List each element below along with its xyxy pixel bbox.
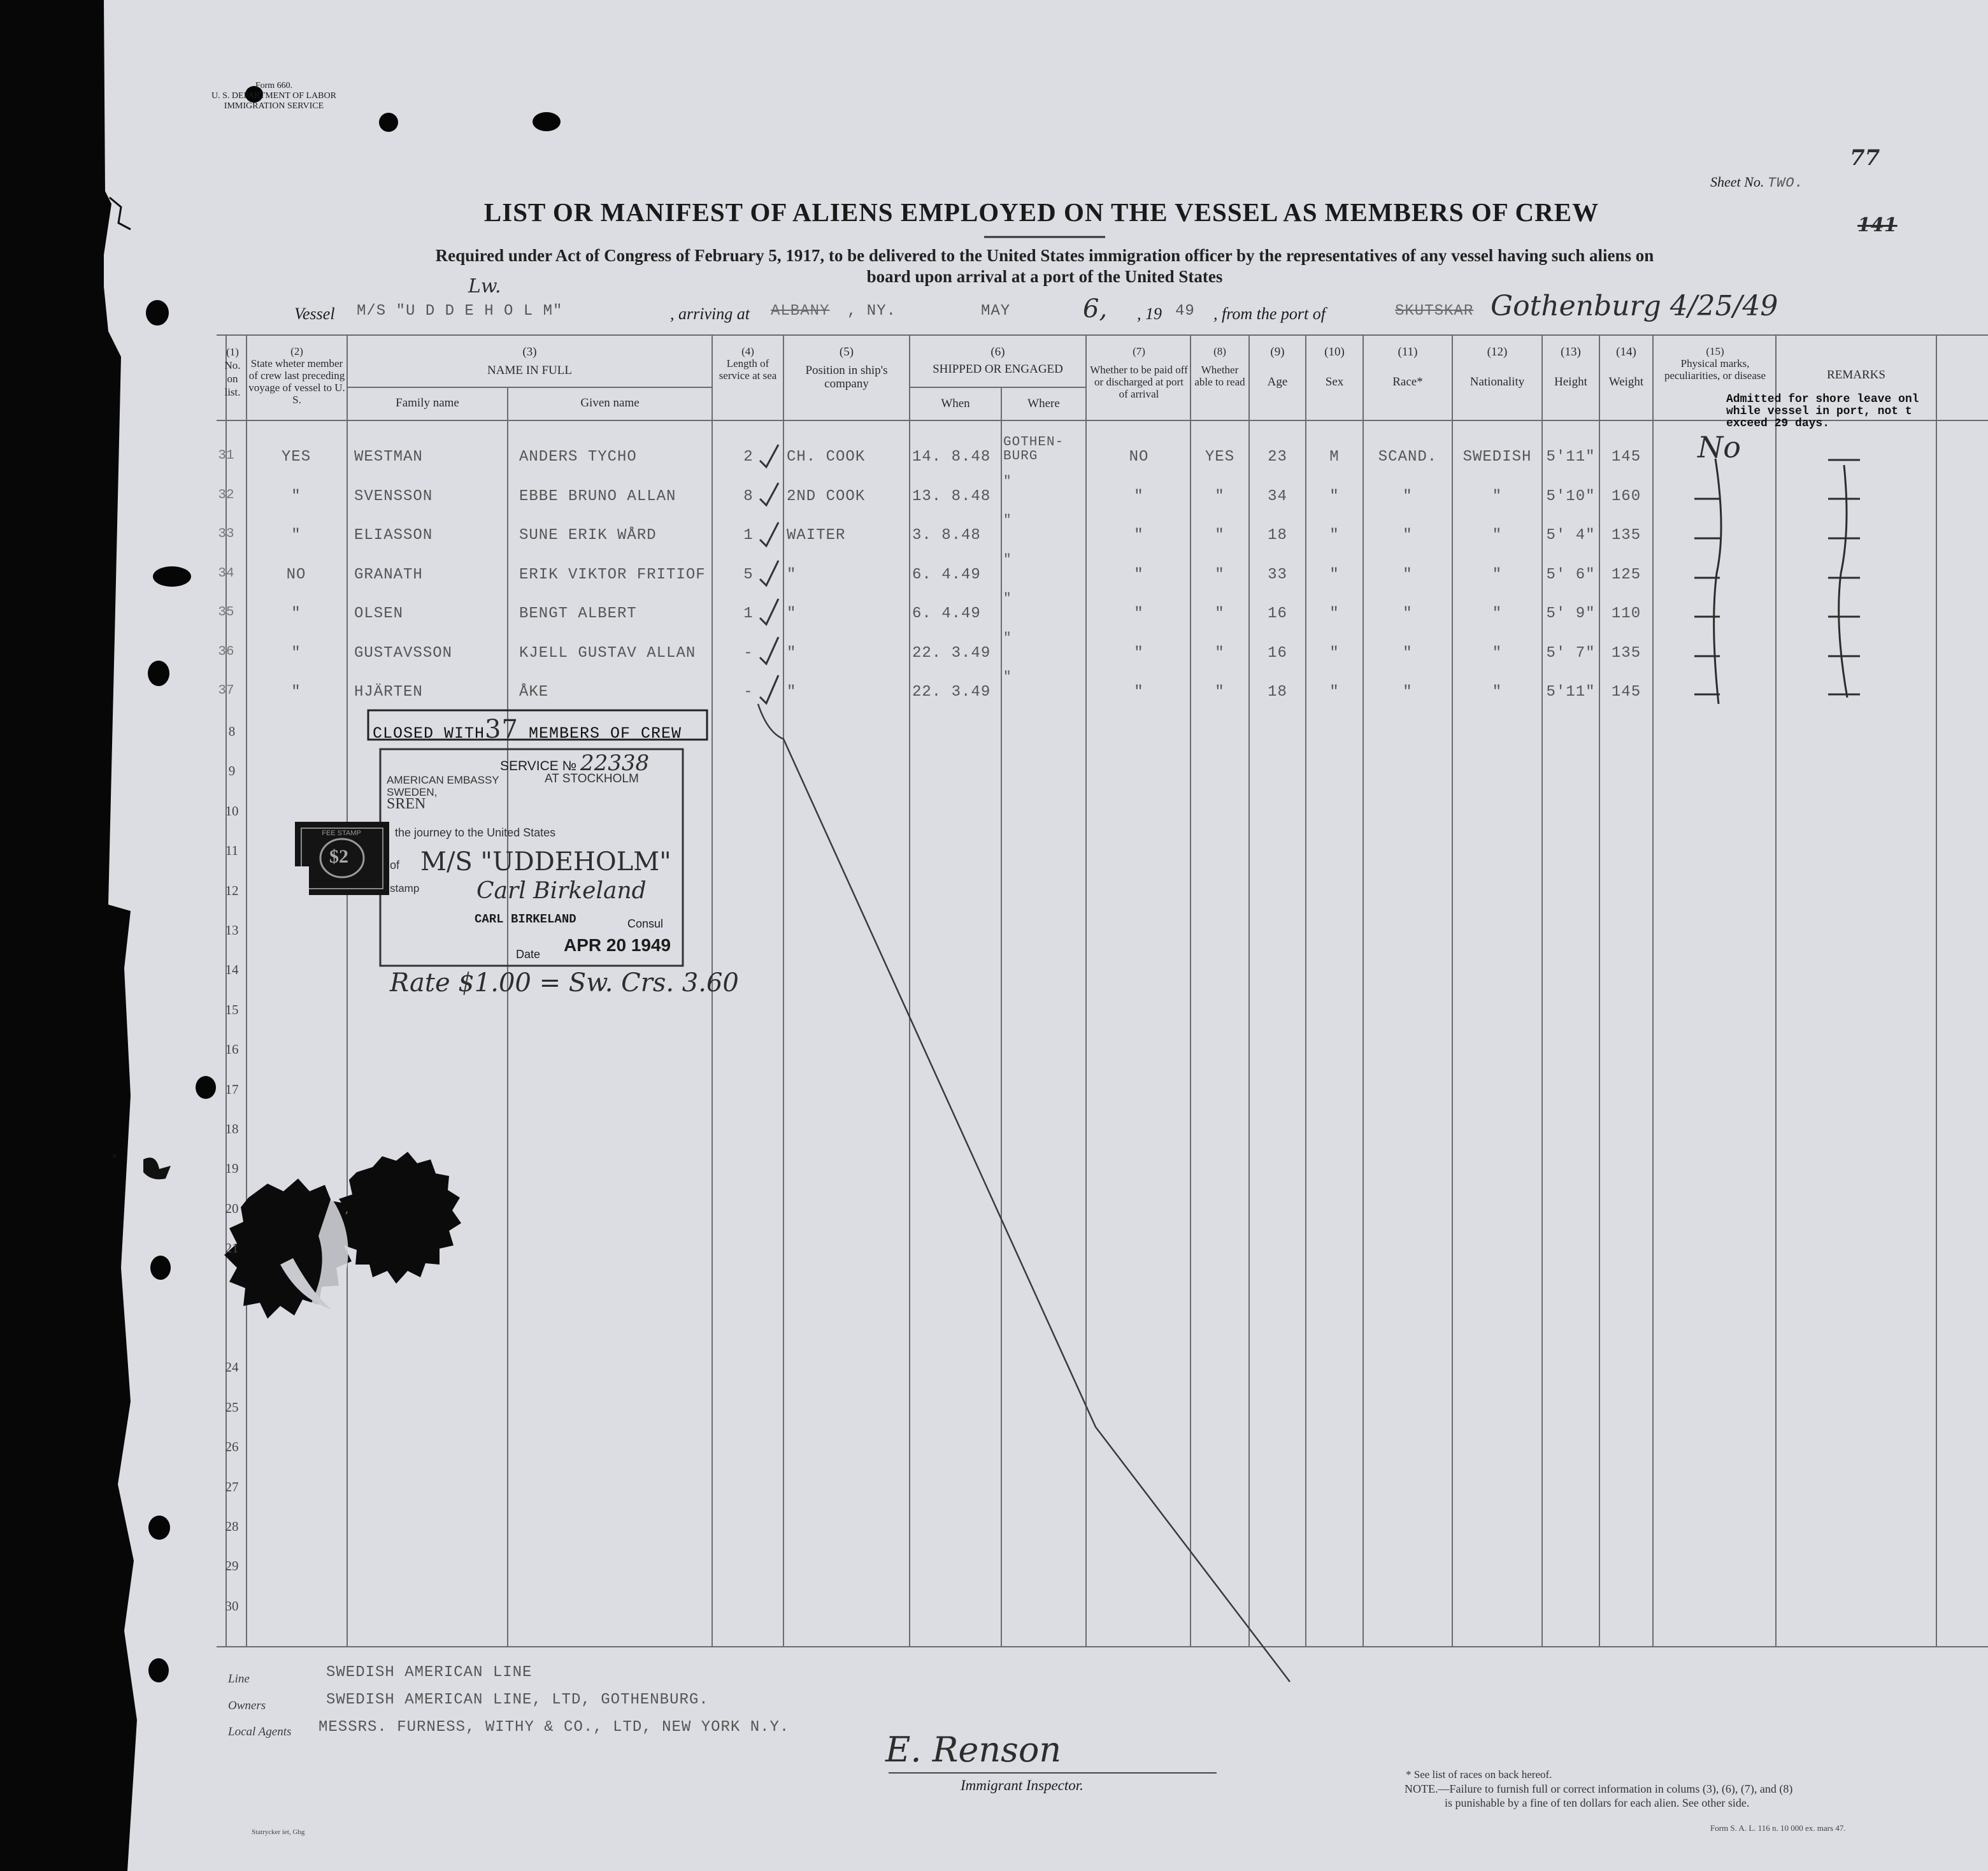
where-header: Where [1027, 397, 1060, 410]
cell-previous-crew: YES [281, 448, 311, 466]
consul-signature: Carl Birkeland [476, 878, 647, 904]
col-3-num: (3) [522, 345, 537, 359]
col-9-num: (9) [1270, 345, 1285, 359]
ditto-lines [1694, 459, 1860, 704]
cell-when-shipped: 13. 8.48 [912, 487, 991, 505]
owners-value: SWEDISH AMERICAN LINE, LTD, GOTHENBURG. [326, 1691, 709, 1709]
col-5-num: (5) [839, 345, 854, 359]
cell-previous-crew: " [291, 487, 301, 505]
remarks-stamp-line-3: exceed 29 days. [1726, 417, 1830, 430]
line-label: Line [228, 1672, 250, 1686]
journey-text: the journey to the United States [395, 826, 556, 839]
col-9-header [1249, 345, 1306, 389]
arriving-label: , arriving at [670, 305, 750, 323]
cell-when-shipped: 3. 8.48 [912, 527, 981, 544]
cell-sex: " [1329, 684, 1340, 701]
col-5-header [785, 345, 908, 391]
blank-row-number: 27 [225, 1479, 239, 1495]
col-4-num: (4) [741, 345, 754, 357]
blank-row-number: 21 [225, 1240, 239, 1256]
col-8-header [1192, 345, 1248, 388]
arriving-port: , NY. [847, 303, 897, 320]
check-marks [760, 445, 778, 703]
cell-paid-off: " [1134, 487, 1144, 505]
cell-length-of-service: 1 [743, 527, 754, 544]
cell-weight: 135 [1611, 527, 1641, 544]
year-prefix: , 19 [1137, 305, 1162, 323]
cell-given-name: KJELL GUSTAV ALLAN [519, 644, 696, 662]
stamp-vessel-hand: M/S "UDDEHOLM" [420, 847, 671, 877]
service-label: SERVICE № [500, 759, 577, 773]
arrival-day: 6, [1083, 294, 1108, 324]
cell-previous-crew: " [291, 527, 301, 544]
sheet-number [1710, 174, 1804, 191]
vessel-label: Vessel [294, 305, 335, 323]
of-label: of [390, 859, 400, 871]
cell-weight: 135 [1611, 644, 1641, 662]
embassy-name: AMERICAN EMBASSY [387, 774, 499, 786]
when-header: When [941, 397, 970, 410]
cell-position: 2ND COOK [787, 487, 866, 505]
cell-position: WAITER [787, 527, 846, 544]
cell-race: SCAND. [1378, 448, 1438, 466]
line-value: SWEDISH AMERICAN LINE [326, 1664, 533, 1681]
col-2-num: (2) [290, 345, 303, 357]
blank-row-number: 28 [225, 1519, 239, 1534]
cell-height: 5' 7" [1546, 644, 1596, 662]
sheet-value: TWO. [1767, 175, 1804, 191]
inspector-label: Immigrant Inspector. [961, 1777, 1083, 1793]
col-13-label: Height [1554, 375, 1587, 389]
col-12-header [1452, 345, 1542, 389]
remarks-header: REMARKS [1827, 368, 1885, 382]
cell-position: " [787, 644, 797, 662]
col-7-num: (7) [1133, 345, 1145, 357]
cell-able-to-read: " [1215, 684, 1225, 701]
stamp-label: stamp [390, 882, 420, 894]
cell-length-of-service: 5 [743, 566, 754, 584]
col-2-label: State wheter member of crew last preceding voyage of vessel to U. S. [248, 357, 345, 406]
blank-row-number: 8 [228, 724, 236, 739]
blank-row-number: 13 [225, 922, 239, 938]
form-number: Form 660. [255, 81, 293, 90]
col-15-num: (15) [1706, 345, 1724, 357]
cell-when-shipped: 14. 8.48 [912, 448, 991, 466]
cell-family-name: WESTMAN [354, 448, 423, 466]
col-12-num: (12) [1487, 345, 1508, 359]
embassy-country: SWEDEN, [387, 786, 438, 798]
cell-where-shipped: " [1003, 552, 1012, 568]
col-6-header [910, 345, 1086, 376]
cell-given-name: SUNE ERIK WÅRD [519, 527, 657, 544]
cell-age: 16 [1268, 644, 1287, 662]
cell-able-to-read: " [1215, 566, 1225, 584]
cell-weight: 110 [1611, 605, 1641, 622]
col-4-label: Length of service at sea [719, 357, 777, 382]
cell-previous-crew: " [291, 644, 301, 662]
cell-given-name: EBBE BRUNO ALLAN [519, 487, 676, 505]
col-2-header [248, 345, 345, 406]
embassy-block [387, 774, 499, 810]
blank-row-number: 9 [228, 763, 236, 779]
consul-title: Consul [627, 917, 664, 930]
row-number: 37 [218, 684, 234, 698]
embassy-partial: SREN [387, 796, 426, 812]
closed-stamp-suffix: MEMBERS OF CREW [528, 724, 682, 743]
cell-weight: 145 [1611, 684, 1641, 701]
cell-family-name: GRANATH [354, 566, 423, 584]
cell-paid-off: NO [1129, 448, 1149, 466]
embossed-seal [224, 1152, 461, 1325]
cell-given-name: ERIK VIKTOR FRITIOF [519, 566, 706, 584]
blank-row-number: 16 [225, 1042, 239, 1057]
cell-length-of-service: 2 [743, 448, 754, 466]
form-code: Form S. A. L. 116 n. 10 000 ex. mars 47. [1710, 1823, 1846, 1833]
cell-weight: 160 [1611, 487, 1641, 505]
col-6-label: SHIPPED OR ENGAGED [933, 362, 1063, 376]
blank-row-number: 19 [225, 1161, 239, 1177]
arriving-struck: ALBANY [771, 303, 830, 320]
blank-row-number: 11 [225, 843, 239, 859]
col-15-header [1656, 345, 1774, 382]
cell-race: " [1403, 487, 1413, 505]
col-11-num: (11) [1398, 345, 1418, 359]
col-1-label: No. on list. [224, 359, 241, 398]
owners-label: Owners [228, 1699, 266, 1712]
cell-family-name: GUSTAVSSON [354, 644, 453, 662]
binder-edge [0, 0, 137, 1871]
closed-stamp-prefix: CLOSED WITH [373, 724, 485, 743]
vessel-name-hand: Lw. [468, 275, 501, 297]
cell-nationality: " [1492, 684, 1503, 701]
department-name: U. S. DEPARTMENT OF LABOR [211, 91, 336, 101]
blank-row-number: 15 [225, 1001, 239, 1017]
cell-family-name: OLSEN [354, 605, 404, 622]
embassy-location: AT STOCKHOLM [545, 772, 639, 785]
col-10-num: (10) [1324, 345, 1345, 359]
cell-nationality: " [1492, 644, 1503, 662]
cell-age: 23 [1268, 448, 1287, 466]
cell-height: 5' 4" [1546, 527, 1596, 544]
cell-sex: " [1329, 605, 1340, 622]
col-14-header [1599, 345, 1653, 389]
cell-when-shipped: 22. 3.49 [912, 644, 991, 662]
col-4-header [713, 345, 782, 382]
physical-marks-hand: No [1698, 430, 1741, 464]
cell-previous-crew: " [291, 684, 301, 701]
cell-weight: 145 [1611, 448, 1641, 466]
family-name-header: Family name [396, 396, 459, 410]
cell-able-to-read: " [1215, 605, 1225, 622]
col-7-header [1089, 345, 1189, 400]
col-13-header [1542, 345, 1599, 389]
col-10-header [1306, 345, 1363, 389]
col-1-header [219, 345, 246, 399]
cell-age: 33 [1268, 566, 1287, 584]
subtitle-line-2: board upon arrival at a port of the United States [866, 267, 1223, 286]
cell-previous-crew: NO [286, 566, 306, 584]
cell-height: 5' 6" [1546, 566, 1596, 584]
page-number-struck: 141 [1857, 214, 1898, 236]
cell-position: " [787, 566, 797, 584]
subtitle-line-1: Required under Act of Congress of February 5, 1917, to be delivered to the United States immigration officer by the representatives of any vessel having such aliens on [435, 246, 1654, 265]
cell-family-name: SVENSSON [354, 487, 433, 505]
blank-row-number: 18 [225, 1121, 239, 1136]
cell-length-of-service: 8 [743, 487, 754, 505]
cell-given-name: ANDERS TYCHO [519, 448, 637, 466]
service-name: IMMIGRATION SERVICE [224, 101, 324, 111]
date-label: Date [516, 948, 541, 961]
remarks-stamp-line-1: Admitted for shore leave onl [1726, 393, 1919, 406]
cell-able-to-read: " [1215, 644, 1225, 662]
races-note: * See list of races on back hereof. [1406, 1768, 1552, 1781]
given-name-header: Given name [580, 396, 640, 410]
col-6-num: (6) [990, 345, 1005, 359]
remarks-stamp-line-2: while vessel in port, not t [1726, 405, 1912, 418]
col-9-label: Age [1267, 375, 1288, 389]
blank-row-number: 17 [225, 1081, 239, 1097]
cell-nationality: SWEDISH [1462, 448, 1532, 466]
col-5-label: Position in ship's company [805, 364, 888, 391]
blank-row-number: 29 [225, 1558, 239, 1574]
col-1-num: (1) [226, 346, 239, 358]
cell-sex: " [1329, 487, 1340, 505]
col-8-num: (8) [1213, 345, 1226, 357]
cell-nationality: " [1492, 566, 1503, 584]
cell-paid-off: " [1134, 644, 1144, 662]
printer-mark: Statrycker iet, Gbg [252, 1828, 305, 1836]
cell-position: " [787, 684, 797, 701]
exchange-rate-note: Rate $1.00 = Sw. Crs. 3.60 [390, 968, 739, 998]
arrival-year: 49 [1175, 303, 1195, 320]
col-12-label: Nationality [1470, 375, 1525, 389]
cell-sex: " [1329, 644, 1340, 662]
inspector-signature: E. Renson [885, 1730, 1062, 1770]
cell-race: " [1403, 566, 1413, 584]
cell-when-shipped: 6. 4.49 [912, 605, 981, 622]
col-15-label: Physical marks, peculiarities, or disease [1664, 357, 1766, 382]
cell-age: 34 [1268, 487, 1287, 505]
page-title: LIST OR MANIFEST OF ALIENS EMPLOYED ON THE VESSEL AS MEMBERS OF CREW [483, 197, 1599, 227]
blank-row-number: 14 [225, 962, 239, 978]
col-11-label: Race* [1392, 375, 1423, 389]
cell-race: " [1403, 527, 1413, 544]
cell-height: 5'11" [1546, 684, 1596, 701]
cell-length-of-service: - [743, 644, 754, 662]
cell-family-name: ELIASSON [354, 527, 433, 544]
cell-able-to-read: " [1215, 527, 1225, 544]
cell-race: " [1403, 684, 1413, 701]
cell-race: " [1403, 605, 1413, 622]
cell-race: " [1403, 644, 1413, 662]
consul-name: CARL BIRKELAND [475, 912, 576, 926]
col-8-label: Whether able to read [1194, 364, 1245, 388]
fee-stamp-value: $2 [329, 846, 348, 867]
cell-previous-crew: " [291, 605, 301, 622]
row-number: 36 [218, 644, 234, 659]
stamp-date: APR 20 1949 [564, 935, 671, 955]
remarks-stamp [1726, 394, 1919, 430]
blank-row-number: 26 [225, 1439, 239, 1455]
cancel-line [758, 704, 1290, 1682]
cell-where-shipped: GOTHEN- BURG [1003, 435, 1064, 464]
cell-paid-off: " [1134, 527, 1144, 544]
cell-when-shipped: 22. 3.49 [912, 684, 991, 701]
note-line-1: NOTE.—Failure to furnish full or correct information in colums (3), (6), (7), and (8) [1405, 1782, 1793, 1795]
cell-given-name: ÅKE [519, 684, 549, 701]
cell-height: 5'10" [1546, 487, 1596, 505]
row-number: 32 [218, 487, 234, 503]
blank-row-number: 12 [225, 882, 239, 898]
blank-row-number: 25 [225, 1399, 239, 1415]
blank-row-number: 30 [225, 1598, 239, 1614]
col-11-header [1363, 345, 1452, 389]
closed-stamp-count: 37 [485, 715, 518, 744]
arrival-month: MAY [981, 303, 1011, 320]
departure-port-hand: Gothenburg 4/25/49 [1491, 290, 1778, 322]
cell-where-shipped: " [1003, 474, 1012, 489]
col-7-label: Whether to be paid off or discharged at port of arrival [1090, 364, 1188, 400]
cell-age: 18 [1268, 527, 1287, 544]
cell-nationality: " [1492, 487, 1503, 505]
cell-paid-off: " [1134, 605, 1144, 622]
cell-height: 5' 9" [1546, 605, 1596, 622]
row-number: 35 [218, 605, 234, 620]
cell-sex: M [1329, 448, 1340, 466]
row-number: 33 [218, 527, 234, 541]
cell-sex: " [1329, 566, 1340, 584]
cell-when-shipped: 6. 4.49 [912, 566, 981, 584]
local-agents-label: Local Agents [228, 1725, 292, 1738]
cell-length-of-service: 1 [743, 605, 754, 622]
cell-paid-off: " [1134, 566, 1144, 584]
cell-length-of-service: - [743, 684, 754, 701]
blank-row-number: 20 [225, 1200, 239, 1216]
cell-able-to-read: YES [1205, 448, 1235, 466]
blank-row-number: 10 [225, 803, 239, 819]
cell-where-shipped: " [1003, 670, 1012, 685]
cell-paid-off: " [1134, 684, 1144, 701]
cell-age: 16 [1268, 605, 1287, 622]
col-13-num: (13) [1561, 345, 1581, 359]
cell-where-shipped: " [1003, 513, 1012, 528]
cell-age: 18 [1268, 684, 1287, 701]
from-port-label: , from the port of [1213, 305, 1326, 323]
cell-able-to-read: " [1215, 487, 1225, 505]
page-number: 77 [1850, 145, 1880, 171]
fee-stamp-text: FEE STAMP [322, 829, 361, 837]
cell-family-name: HJÄRTEN [354, 684, 423, 701]
blank-row-number: 24 [225, 1359, 239, 1375]
cell-where-shipped: " [1003, 631, 1012, 646]
form-header [201, 81, 347, 111]
col-14-label: Weight [1608, 375, 1644, 389]
col-3-header [347, 345, 712, 377]
cell-nationality: " [1492, 527, 1503, 544]
port-struck: SKUTSKAR [1395, 303, 1474, 320]
vessel-name: M/S "U D D E H O L M" [357, 303, 563, 320]
closed-stamp [373, 715, 682, 744]
cell-position: CH. COOK [787, 448, 866, 466]
cell-sex: " [1329, 527, 1340, 544]
cell-position: " [787, 605, 797, 622]
cell-height: 5'11" [1546, 448, 1596, 466]
cell-given-name: BENGT ALBERT [519, 605, 637, 622]
sheet-label: Sheet No. [1710, 174, 1764, 190]
col-10-label: Sex [1325, 375, 1344, 389]
row-number: 31 [218, 448, 234, 463]
cell-weight: 125 [1611, 566, 1641, 584]
col-14-num: (14) [1616, 345, 1636, 359]
service-number-value: 22338 [580, 750, 650, 776]
note-line-2: is punishable by a fine of ten dollars for each alien. See other side. [1445, 1796, 1750, 1809]
cell-nationality: " [1492, 605, 1503, 622]
col-3-label: NAME IN FULL [487, 364, 572, 377]
row-number: 34 [218, 566, 234, 581]
cell-where-shipped: " [1003, 592, 1012, 606]
local-agents-value: MESSRS. FURNESS, WITHY & CO., LTD, NEW YORK N.Y. [318, 1719, 790, 1736]
